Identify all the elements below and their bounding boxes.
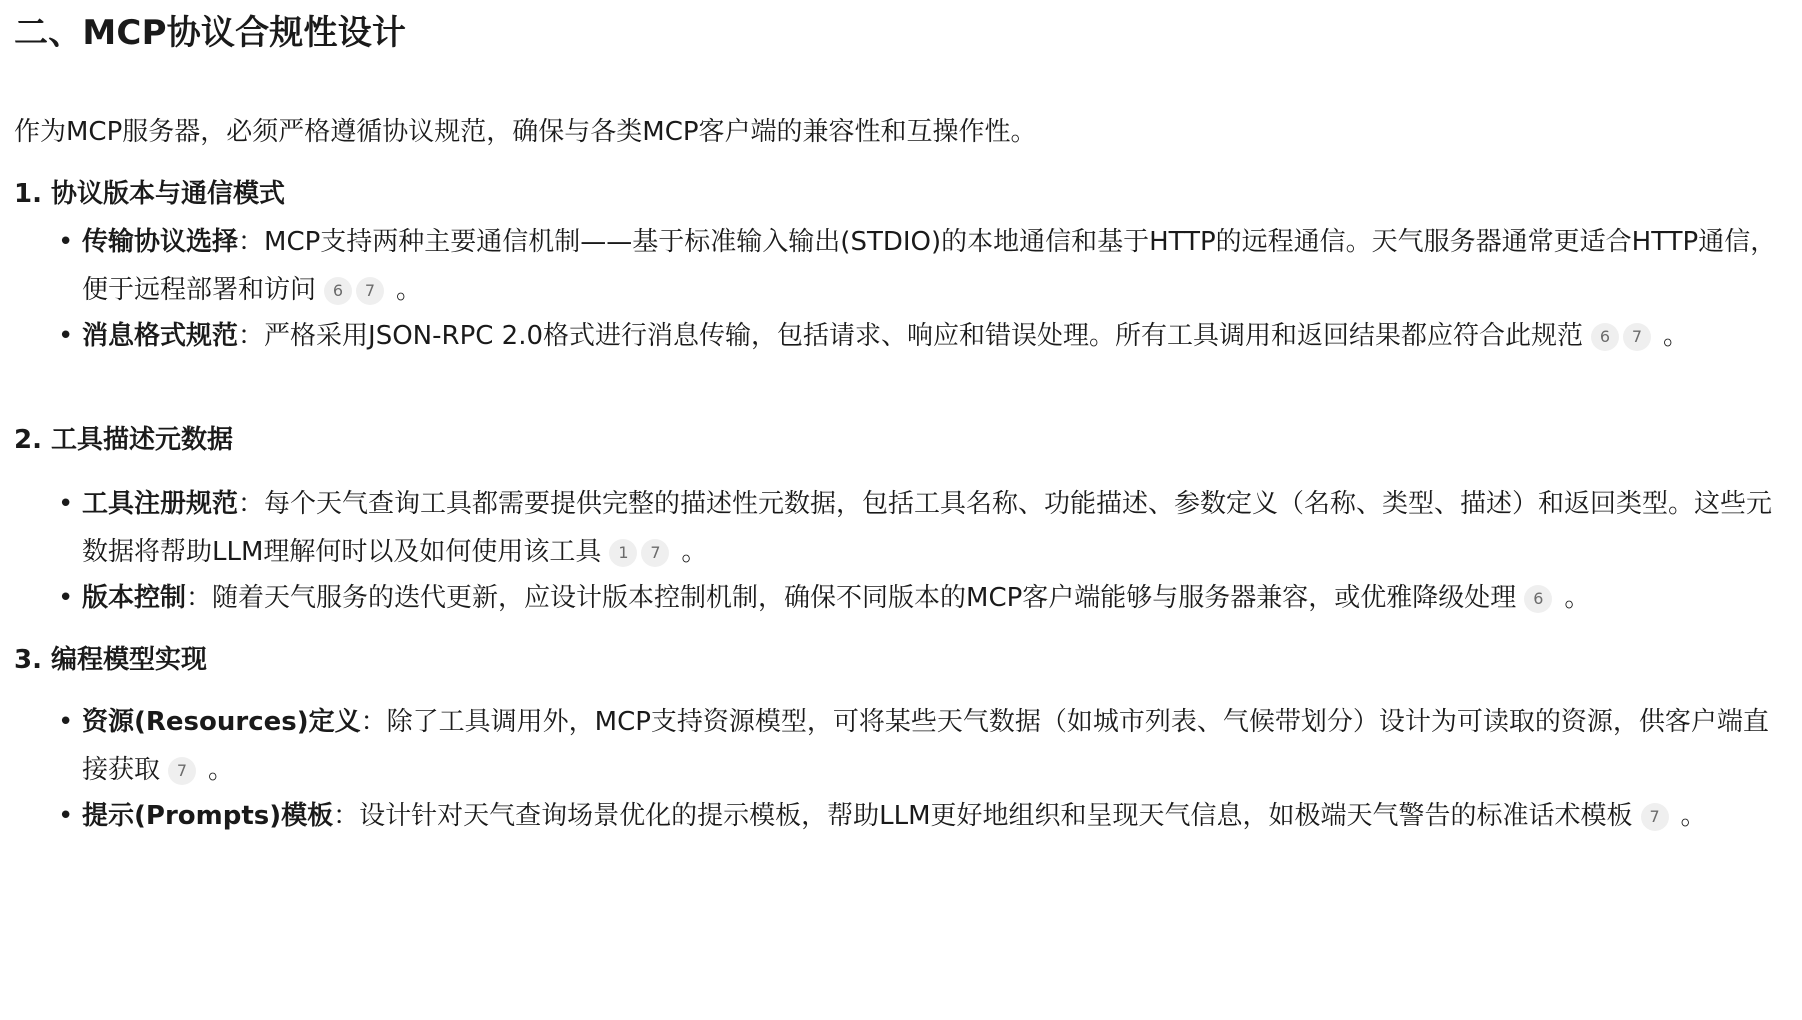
item-text: 随着天气服务的迭代更新，应设计版本控制机制，确保不同版本的MCP客户端能够与服务器兼容，或优雅降级处理 [212,583,1517,613]
list-item [14,698,1786,794]
list-item [14,480,1786,576]
item-separator: ： [238,227,265,257]
item-key: 工具注册规范 [82,489,239,519]
bullet-dot: • [58,321,74,351]
item-end: 。 [396,275,423,305]
citation-badge[interactable]: 1 [609,539,637,567]
item-separator: ： [333,801,360,831]
item-key: 传输协议选择 [82,227,239,257]
item-separator: ： [238,489,265,519]
item-end: 。 [681,537,708,567]
bullet-dot: • [58,489,74,519]
item-text: 除了工具调用外，MCP支持资源模型，可将某些天气数据（如城市列表、气候带划分）设计为可读取的资源，供客户端直接获取 [82,707,1769,785]
item-end: 。 [1663,321,1690,351]
intro-paragraph: 作为MCP服务器，必须严格遵循协议规范，确保与各类MCP客户端的兼容性和互操作性。 [14,117,1037,147]
item-key: 资源(Resources)定义 [82,707,361,737]
citation-badge[interactable]: 6 [324,277,352,305]
subsection-title-3: 3. 编程模型实现 [14,645,208,675]
item-separator: ： [186,583,213,613]
list-item [14,218,1786,314]
list-item [14,312,1786,360]
bullet-dot: • [58,801,74,831]
subsection-title-2: 2. 工具描述元数据 [14,425,234,455]
item-text: 设计针对天气查询场景优化的提示模板，帮助LLM更好地组织和呈现天气信息，如极端天气警告的标准话术模板 [359,801,1633,831]
bullet-dot: • [58,227,74,257]
item-separator: ： [360,707,387,737]
section-heading: 二、MCP协议合规性设计 [14,13,407,53]
subsection-title-1: 1. 协议版本与通信模式 [14,179,286,209]
item-text: MCP支持两种主要通信机制——基于标准输入输出(STDIO)的本地通信和基于HTTP的远程通信。天气服务器通常更适合HTTP通信，便于远程部署和访问 [82,227,1777,305]
item-key: 版本控制 [82,583,187,613]
item-text: 严格采用JSON-RPC 2.0格式进行消息传输，包括请求、响应和错误处理。所有工具调用和返回结果都应符合此规范 [264,321,1584,351]
citation-badge[interactable]: 7 [168,757,196,785]
item-key: 消息格式规范 [82,321,239,351]
item-end: 。 [1564,583,1591,613]
citation-badge[interactable]: 7 [356,277,384,305]
citation-badge[interactable]: 6 [1591,323,1619,351]
citation-badge[interactable]: 7 [1641,803,1669,831]
item-key: 提示(Prompts)模板 [82,801,334,831]
item-text: 每个天气查询工具都需要提供完整的描述性元数据，包括工具名称、功能描述、参数定义（名称、类型、描述）和返回类型。这些元数据将帮助LLM理解何时以及如何使用该工具 [82,489,1773,567]
list-item [14,574,1786,622]
citation-badge[interactable]: 6 [1524,585,1552,613]
item-end: 。 [208,755,235,785]
citation-badge[interactable]: 7 [1623,323,1651,351]
citation-badge[interactable]: 7 [641,539,669,567]
item-separator: ： [238,321,265,351]
bullet-dot: • [58,583,74,613]
list-item [14,792,1786,840]
bullet-dot: • [58,707,74,737]
item-end: 。 [1680,801,1707,831]
